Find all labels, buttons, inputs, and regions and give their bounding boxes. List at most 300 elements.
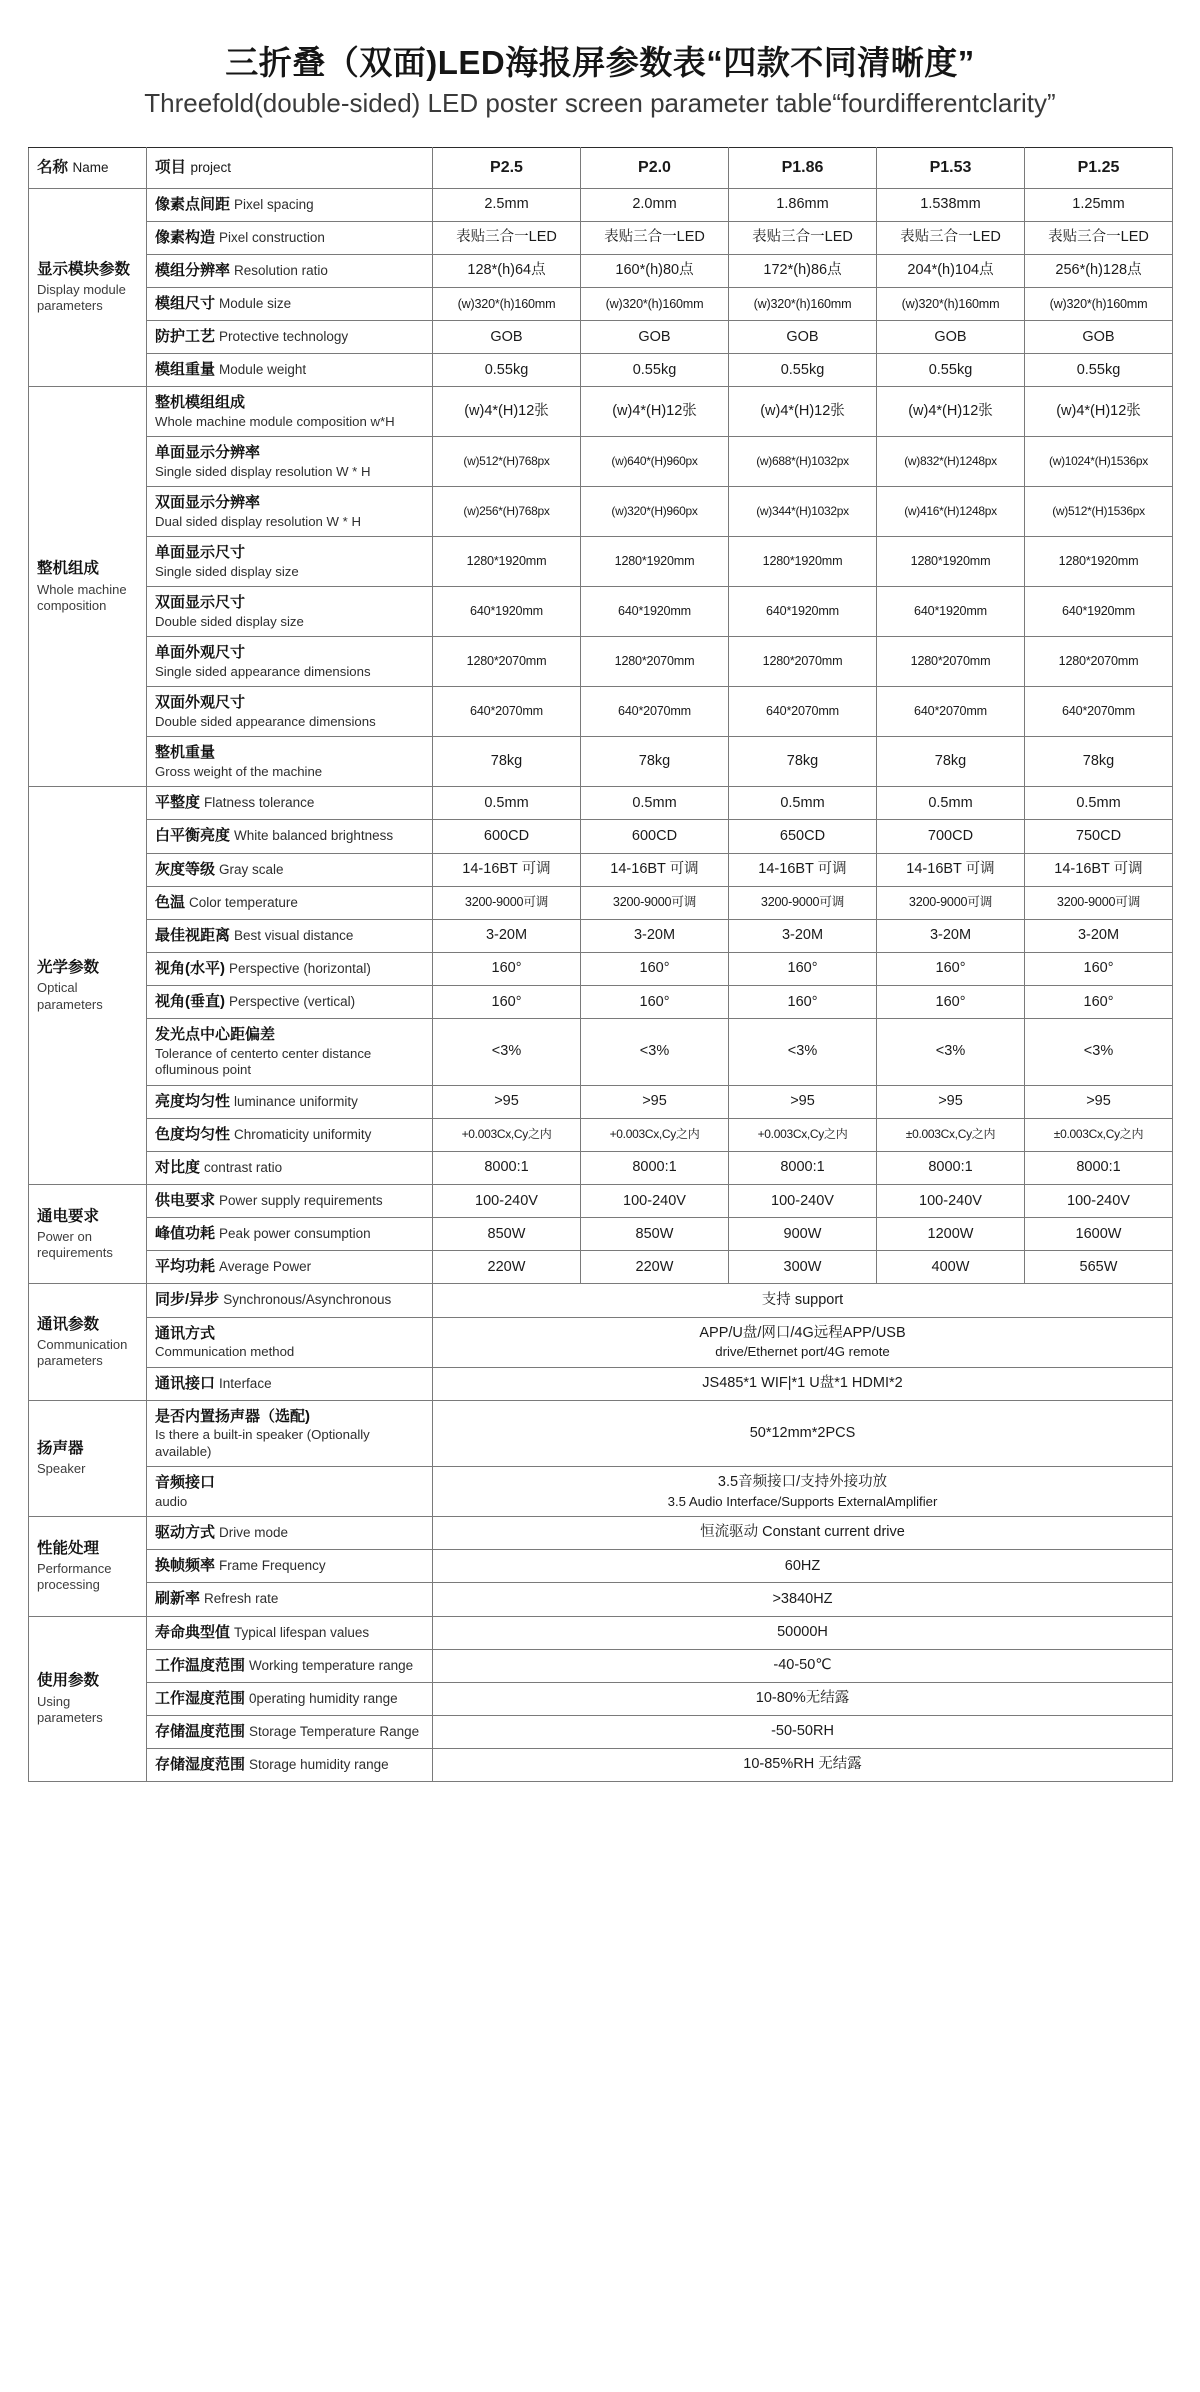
row-value-cell: 0.5mm	[433, 787, 581, 820]
row-value-cell: 0.5mm	[1025, 787, 1173, 820]
table-row	[29, 1118, 1173, 1151]
row-value-cell: GOB	[433, 321, 581, 354]
row-value-cell: 1600W	[1025, 1218, 1173, 1251]
row-label-cell	[147, 1550, 433, 1583]
row-value-cell: 0.5mm	[581, 787, 729, 820]
table-row	[29, 737, 1173, 787]
row-label-cn: 灰度等级	[155, 860, 216, 878]
row-label-cell	[147, 1151, 433, 1184]
table-header-row	[29, 148, 1173, 188]
row-label-en: Tolerance of centerto center distance ofluminous point	[155, 1045, 372, 1078]
row-label-cell	[147, 1400, 433, 1467]
row-value-cell: +0.003Cx,Cy之内	[581, 1118, 729, 1151]
merged-value-line-2: drive/Ethernet port/4G remote	[715, 1344, 890, 1360]
row-label-cn: 通讯接口	[155, 1374, 216, 1392]
row-value-cell: <3%	[581, 1019, 729, 1086]
page-title-chinese: 三折叠（双面)LED海报屏参数表“四款不同清晰度”	[225, 44, 975, 81]
row-label-en: Working temperature range	[249, 1657, 414, 1673]
row-value-cell: (w)320*(h)160mm	[581, 287, 729, 320]
table-row	[29, 1550, 1173, 1583]
row-label-en: Interface	[219, 1375, 272, 1391]
row-value-cell: 640*2070mm	[729, 687, 877, 737]
row-value-cell: 100-240V	[1025, 1185, 1173, 1218]
row-label-cn: 像素构造	[155, 228, 216, 246]
header-model-p2-0: P2.0	[581, 148, 729, 188]
row-label-cell	[147, 1185, 433, 1218]
row-value-cell: (w)320*(h)160mm	[877, 287, 1025, 320]
row-label-cn: 像素点间距	[155, 195, 231, 213]
table-row	[29, 986, 1173, 1019]
table-row	[29, 787, 1173, 820]
row-value-cell: 850W	[581, 1218, 729, 1251]
table-row	[29, 437, 1173, 487]
row-value-cell: 表贴三合一LED	[1025, 221, 1173, 254]
row-value-cell: (w)512*(H)768px	[433, 437, 581, 487]
row-value-cell: (w)416*(H)1248px	[877, 487, 1025, 537]
row-label-cn: 色度均匀性	[155, 1125, 231, 1143]
row-merged-value-cell	[433, 1400, 1173, 1467]
row-value-cell: 14-16BT 可调	[581, 853, 729, 886]
row-merged-value-cell	[433, 1649, 1173, 1682]
row-merged-value-cell	[433, 1550, 1173, 1583]
row-merged-value-cell	[433, 1682, 1173, 1715]
table-row	[29, 188, 1173, 221]
row-value-cell: 0.55kg	[433, 354, 581, 387]
table-row	[29, 1682, 1173, 1715]
table-row	[29, 287, 1173, 320]
row-label-cn: 供电要求	[155, 1192, 216, 1209]
row-value-cell: 1280*1920mm	[877, 537, 1025, 587]
row-value-cell: +0.003Cx,Cy之内	[433, 1118, 581, 1151]
row-value-cell: (w)4*(H)12张	[581, 387, 729, 437]
row-merged-value-cell	[433, 1517, 1173, 1550]
table-row	[29, 1367, 1173, 1400]
row-value-cell: 0.55kg	[877, 354, 1025, 387]
table-row	[29, 1085, 1173, 1118]
row-label-en: Communication method	[155, 1344, 295, 1359]
row-label-en: Color temperature	[189, 894, 298, 910]
section-group-cn: 显示模块参数	[37, 261, 131, 279]
row-value-cell: 78kg	[581, 737, 729, 787]
row-value-cell: (w)4*(H)12张	[877, 387, 1025, 437]
table-row	[29, 1583, 1173, 1616]
row-label-cn: 最佳视距离	[155, 926, 231, 944]
row-merged-value-cell	[433, 1749, 1173, 1782]
spec-table-wrapper	[0, 147, 1200, 1822]
row-label-cn: 存储温度范围	[155, 1722, 246, 1740]
row-label-en: Drive mode	[219, 1525, 289, 1541]
row-label-en: Single sided display size	[155, 563, 299, 579]
row-value-cell: GOB	[877, 321, 1025, 354]
row-value-cell: 128*(h)64点	[433, 254, 581, 287]
row-label-en: Refresh rate	[204, 1591, 279, 1607]
table-row	[29, 587, 1173, 637]
row-value-cell: <3%	[729, 1019, 877, 1086]
table-row	[29, 820, 1173, 853]
row-value-cell: >95	[1025, 1085, 1173, 1118]
row-value-cell: (w)832*(H)1248px	[877, 437, 1025, 487]
row-label-cell	[147, 321, 433, 354]
table-row	[29, 487, 1173, 537]
merged-value-line-1: -50-50RH	[771, 1723, 834, 1740]
section-group-cn: 使用参数	[37, 1672, 100, 1690]
row-value-cell: (w)320*(h)160mm	[433, 287, 581, 320]
row-label-cn: 峰值功耗	[155, 1225, 216, 1243]
row-label-cell	[147, 1583, 433, 1616]
row-value-cell: 850W	[433, 1218, 581, 1251]
row-merged-value-cell	[433, 1715, 1173, 1748]
table-row	[29, 637, 1173, 687]
row-label-cn: 整机重量	[155, 744, 216, 762]
row-value-cell: +0.003Cx,Cy之内	[729, 1118, 877, 1151]
row-value-cell: 3200-9000可调	[433, 886, 581, 919]
row-label-cn: 同步/异步	[155, 1291, 220, 1309]
row-label-cn: 是否内置扬声器（选配)	[155, 1407, 310, 1425]
row-value-cell: 78kg	[433, 737, 581, 787]
row-value-cell: 100-240V	[729, 1185, 877, 1218]
row-value-cell: 160°	[877, 952, 1025, 985]
title-block	[0, 0, 1200, 147]
row-value-cell: 0.55kg	[581, 354, 729, 387]
row-value-cell: >95	[581, 1085, 729, 1118]
row-value-cell: 640*2070mm	[433, 687, 581, 737]
row-label-en: contrast ratio	[204, 1159, 283, 1175]
row-label-cell	[147, 886, 433, 919]
row-label-en: Is there a built-in speaker (Optionally available)	[155, 1427, 370, 1459]
row-label-cell	[147, 919, 433, 952]
row-label-cn: 模组尺寸	[155, 294, 216, 312]
row-value-cell: 3-20M	[729, 919, 877, 952]
row-label-cell	[147, 1317, 433, 1367]
row-label-cell	[147, 853, 433, 886]
row-value-cell: 650CD	[729, 820, 877, 853]
row-value-cell: 14-16BT 可调	[433, 853, 581, 886]
row-value-cell: 160°	[729, 986, 877, 1019]
row-label-cell	[147, 1517, 433, 1550]
row-value-cell: 160°	[433, 986, 581, 1019]
row-value-cell: 256*(h)128点	[1025, 254, 1173, 287]
table-row	[29, 1284, 1173, 1317]
row-value-cell: <3%	[1025, 1019, 1173, 1086]
merged-value-line-1: 50*12mm*2PCS	[749, 1424, 856, 1441]
row-value-cell: 160°	[581, 952, 729, 985]
table-row	[29, 387, 1173, 437]
row-value-cell: 600CD	[581, 820, 729, 853]
section-group-cn: 扬声器	[37, 1440, 84, 1458]
row-label-cn: 发光点中心距偏差	[155, 1026, 276, 1044]
row-label-cn: 视角(垂直)	[155, 993, 225, 1010]
row-label-cell	[147, 354, 433, 387]
row-value-cell: 8000:1	[433, 1151, 581, 1184]
row-value-cell: 3200-9000可调	[729, 886, 877, 919]
row-value-cell: 8000:1	[1025, 1151, 1173, 1184]
row-label-cn: 平整度	[155, 794, 201, 812]
merged-value-line-1: -40-50℃	[773, 1656, 832, 1673]
table-row	[29, 687, 1173, 737]
row-value-cell: 1200W	[877, 1218, 1025, 1251]
row-merged-value-cell	[433, 1616, 1173, 1649]
table-row	[29, 952, 1173, 985]
row-merged-value-cell	[433, 1583, 1173, 1616]
header-model-p1-25: P1.25	[1025, 148, 1173, 188]
section-group-cn: 通讯参数	[37, 1315, 100, 1333]
merged-value-line-1: 3.5音频接口/支持外接功放	[717, 1474, 888, 1491]
row-label-en: Power supply requirements	[219, 1193, 383, 1208]
row-label-cn: 双面显示尺寸	[155, 594, 246, 612]
row-value-cell: 640*1920mm	[1025, 587, 1173, 637]
row-label-cn: 换帧频率	[155, 1557, 216, 1575]
header-project-cn: 项目	[155, 159, 187, 177]
row-label-cell	[147, 1019, 433, 1086]
row-label-en: Chromaticity uniformity	[234, 1126, 372, 1142]
row-label-en: Pixel construction	[219, 229, 325, 245]
row-value-cell: 1280*1920mm	[581, 537, 729, 587]
row-label-en: Double sided appearance dimensions	[155, 713, 376, 729]
table-row	[29, 254, 1173, 287]
table-row	[29, 1251, 1173, 1284]
row-label-en: Storage Temperature Range	[249, 1723, 420, 1739]
row-merged-value-cell	[433, 1317, 1173, 1367]
section-group-en: Optical parameters	[37, 980, 103, 1012]
row-value-cell: (w)320*(H)960px	[581, 487, 729, 537]
row-label-cn: 对比度	[155, 1158, 201, 1176]
row-value-cell: 0.55kg	[1025, 354, 1173, 387]
row-label-cell	[147, 387, 433, 437]
row-label-cn: 音频接口	[155, 1474, 216, 1492]
header-project-en: project	[190, 160, 231, 176]
row-label-en: Resolution ratio	[234, 262, 328, 278]
row-value-cell: (w)256*(H)768px	[433, 487, 581, 537]
row-value-cell: 160°	[729, 952, 877, 985]
row-label-en: Pixel spacing	[234, 196, 314, 212]
row-value-cell: 14-16BT 可调	[1025, 853, 1173, 886]
table-row	[29, 1467, 1173, 1517]
row-label-en: Protective technology	[219, 329, 349, 344]
merged-value-line-1: 支持 support	[761, 1291, 844, 1308]
row-label-en: Peak power consumption	[219, 1226, 371, 1242]
row-label-cn: 模组分辨率	[155, 261, 231, 279]
row-label-cn: 视角(水平)	[155, 959, 225, 977]
row-value-cell: (w)320*(h)160mm	[729, 287, 877, 320]
section-group-cell	[29, 787, 147, 1185]
row-value-cell: 14-16BT 可调	[729, 853, 877, 886]
row-merged-value-cell	[433, 1367, 1173, 1400]
header-name-en: Name	[72, 160, 109, 176]
section-group-cn: 光学参数	[37, 959, 100, 977]
row-value-cell: 1280*2070mm	[729, 637, 877, 687]
row-label-cell	[147, 437, 433, 487]
row-value-cell: 640*2070mm	[581, 687, 729, 737]
row-value-cell: 204*(h)104点	[877, 254, 1025, 287]
row-value-cell: 3200-9000可调	[581, 886, 729, 919]
section-group-cn: 性能处理	[37, 1539, 100, 1557]
section-group-en: Communication parameters	[37, 1336, 128, 1369]
row-value-cell: 750CD	[1025, 820, 1173, 853]
row-label-cell	[147, 287, 433, 320]
section-group-en: Using parameters	[37, 1693, 103, 1725]
row-label-en: Storage humidity range	[249, 1757, 389, 1772]
row-value-cell: (w)512*(H)1536px	[1025, 487, 1173, 537]
merged-value-line-1: 60HZ	[784, 1557, 821, 1574]
merged-value-line-1: 50000H	[777, 1623, 828, 1640]
row-value-cell: 172*(h)86点	[729, 254, 877, 287]
row-label-cn: 工作湿度范围	[155, 1689, 246, 1707]
row-label-en: Single sided display resolution W * H	[155, 463, 371, 479]
section-group-en: Display module parameters	[37, 282, 126, 314]
section-group-cell	[29, 387, 147, 787]
row-label-en: Synchronous/Asynchronous	[223, 1292, 392, 1308]
row-value-cell: 1280*1920mm	[729, 537, 877, 587]
row-label-en: Flatness tolerance	[204, 795, 315, 811]
row-value-cell: 1280*2070mm	[433, 637, 581, 687]
row-label-cn: 单面显示分辨率	[155, 444, 261, 462]
row-value-cell: GOB	[1025, 321, 1173, 354]
row-label-cn: 存储湿度范围	[155, 1756, 246, 1773]
row-label-cell	[147, 787, 433, 820]
row-value-cell: 1280*2070mm	[1025, 637, 1173, 687]
row-label-en: Module size	[219, 295, 292, 311]
table-row	[29, 1649, 1173, 1682]
row-value-cell: GOB	[581, 321, 729, 354]
row-label-en: audio	[155, 1493, 188, 1509]
row-label-cell	[147, 537, 433, 587]
row-label-cell	[147, 1616, 433, 1649]
section-group-en: Speaker	[37, 1461, 86, 1477]
section-group-cell	[29, 188, 147, 387]
table-row	[29, 221, 1173, 254]
row-value-cell: 表贴三合一LED	[877, 221, 1025, 254]
row-label-cell	[147, 820, 433, 853]
row-value-cell: >95	[433, 1085, 581, 1118]
section-group-cell	[29, 1616, 147, 1782]
row-value-cell: (w)344*(H)1032px	[729, 487, 877, 537]
row-value-cell: (w)1024*(H)1536px	[1025, 437, 1173, 487]
row-value-cell: 1280*2070mm	[877, 637, 1025, 687]
merged-value-line-1: 10-85%RH 无结露	[743, 1756, 862, 1773]
table-row	[29, 886, 1173, 919]
row-value-cell: (w)320*(h)160mm	[1025, 287, 1173, 320]
row-merged-value-cell	[433, 1284, 1173, 1317]
row-value-cell: 220W	[433, 1251, 581, 1284]
row-value-cell: >95	[729, 1085, 877, 1118]
row-label-en: Double sided display size	[155, 613, 304, 629]
row-label-cell	[147, 221, 433, 254]
row-label-cell	[147, 188, 433, 221]
row-value-cell: 2.5mm	[433, 188, 581, 221]
row-label-en: Perspective (horizontal)	[229, 960, 371, 976]
row-value-cell: 8000:1	[877, 1151, 1025, 1184]
row-label-cell	[147, 737, 433, 787]
row-value-cell: 160°	[581, 986, 729, 1019]
row-value-cell: 14-16BT 可调	[877, 853, 1025, 886]
table-row	[29, 1749, 1173, 1782]
row-label-cell	[147, 1715, 433, 1748]
row-label-cn: 双面显示分辨率	[155, 494, 261, 512]
page-title-english: Threefold(double-sided) LED poster screen parameter table“fourdifferentclarity”	[144, 88, 1056, 119]
row-value-cell: 160°	[877, 986, 1025, 1019]
row-label-cell	[147, 1649, 433, 1682]
row-value-cell: 640*1920mm	[433, 587, 581, 637]
row-value-cell: 0.55kg	[729, 354, 877, 387]
merged-value-line-1: JS485*1 WIF|*1 U盘*1 HDMI*2	[702, 1374, 903, 1391]
row-label-cell	[147, 1284, 433, 1317]
row-value-cell: 78kg	[729, 737, 877, 787]
row-label-en: Gross weight of the machine	[155, 763, 323, 779]
row-label-cn: 防护工艺	[155, 328, 216, 345]
row-value-cell: (w)4*(H)12张	[729, 387, 877, 437]
row-label-cn: 亮度均匀性	[155, 1092, 231, 1110]
row-label-cell	[147, 487, 433, 537]
row-label-en: Module weight	[219, 362, 307, 378]
row-value-cell: (w)4*(H)12张	[1025, 387, 1173, 437]
header-project-cell	[147, 148, 433, 188]
table-row	[29, 1715, 1173, 1748]
merged-value-line-1: 10-80%无结露	[755, 1690, 850, 1707]
table-row	[29, 321, 1173, 354]
row-label-cell	[147, 587, 433, 637]
row-label-cell	[147, 1085, 433, 1118]
row-label-cn: 色温	[155, 893, 186, 911]
row-value-cell: >95	[877, 1085, 1025, 1118]
row-label-en: Perspective (vertical)	[229, 994, 356, 1009]
row-label-en: Whole machine module composition w*H	[155, 413, 395, 429]
row-value-cell: 565W	[1025, 1251, 1173, 1284]
row-value-cell: 160*(h)80点	[581, 254, 729, 287]
row-value-cell: 78kg	[877, 737, 1025, 787]
row-value-cell: 表贴三合一LED	[433, 221, 581, 254]
row-value-cell: 8000:1	[581, 1151, 729, 1184]
table-row	[29, 919, 1173, 952]
row-label-en: White balanced brightness	[234, 828, 394, 844]
row-value-cell: 1.86mm	[729, 188, 877, 221]
row-value-cell: 2.0mm	[581, 188, 729, 221]
row-label-en: Typical lifespan values	[234, 1624, 370, 1640]
section-group-cell	[29, 1284, 147, 1400]
merged-value-line-1: APP/U盘/网口/4G远程APP/USB	[699, 1324, 906, 1341]
row-label-en: Gray scale	[219, 861, 284, 877]
header-name-cn: 名称	[37, 159, 69, 177]
row-value-cell: 1280*1920mm	[1025, 537, 1173, 587]
section-group-cell	[29, 1517, 147, 1616]
table-row	[29, 1019, 1173, 1086]
header-model-p2-5: P2.5	[433, 148, 581, 188]
table-row	[29, 354, 1173, 387]
table-row	[29, 1218, 1173, 1251]
row-value-cell: 1280*2070mm	[581, 637, 729, 687]
section-group-en: Power on requirements	[37, 1229, 113, 1261]
row-value-cell: 100-240V	[877, 1185, 1025, 1218]
table-row	[29, 1517, 1173, 1550]
row-value-cell: 3200-9000可调	[877, 886, 1025, 919]
row-value-cell: 640*2070mm	[1025, 687, 1173, 737]
row-label-cn: 双面外观尺寸	[155, 694, 246, 712]
row-value-cell: 640*1920mm	[581, 587, 729, 637]
row-value-cell: 1.25mm	[1025, 188, 1173, 221]
row-value-cell: 3-20M	[877, 919, 1025, 952]
table-row	[29, 1400, 1173, 1467]
section-group-en: Whole machine composition	[37, 581, 127, 613]
table-row	[29, 1616, 1173, 1649]
row-label-en: Average Power	[219, 1259, 312, 1275]
row-merged-value-cell	[433, 1467, 1173, 1517]
row-value-cell: (w)4*(H)12张	[433, 387, 581, 437]
row-label-cell	[147, 952, 433, 985]
section-group-cn: 通电要求	[37, 1207, 100, 1225]
row-value-cell: 1280*1920mm	[433, 537, 581, 587]
row-label-cn: 平均功耗	[155, 1258, 216, 1276]
row-label-cell	[147, 687, 433, 737]
row-label-cn: 整机模组组成	[155, 394, 246, 412]
